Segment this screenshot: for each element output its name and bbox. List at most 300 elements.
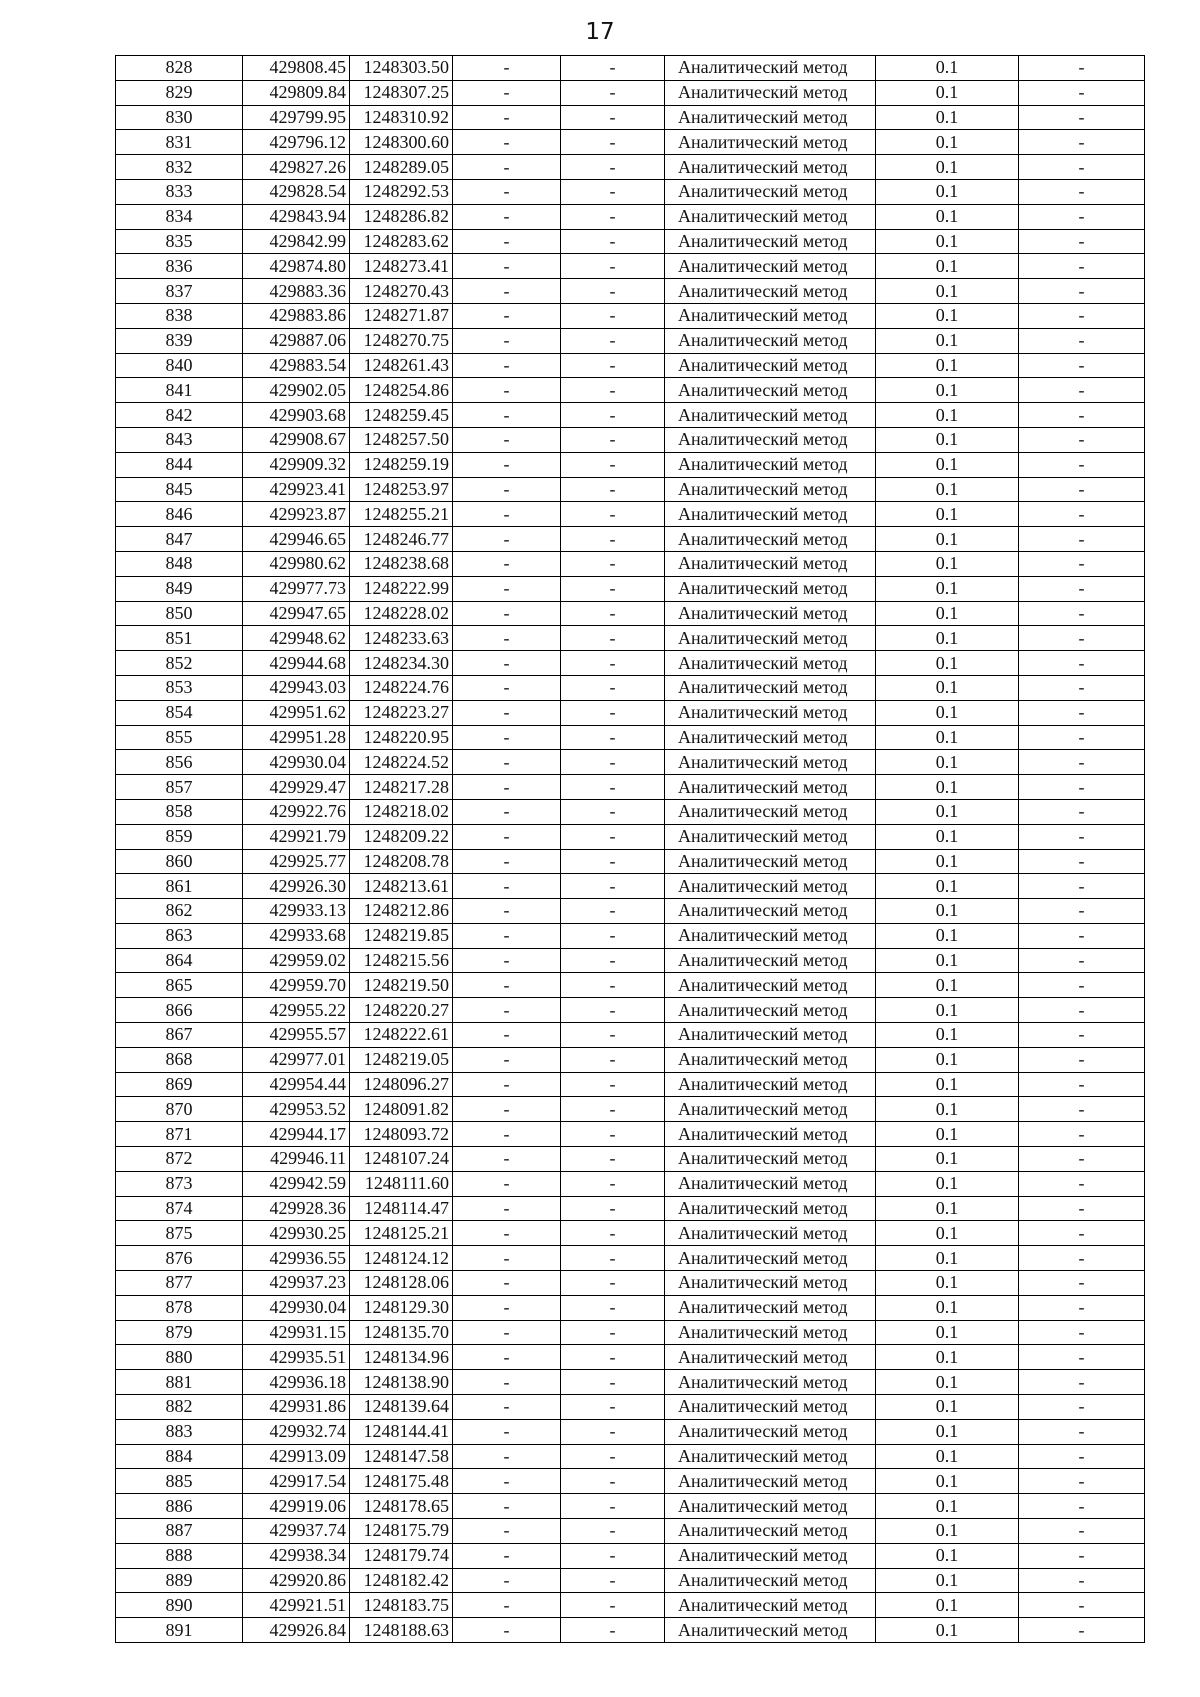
col8-cell: - [1019,998,1145,1023]
y-coordinate-cell: 1248182.42 [350,1568,453,1593]
table-row [116,551,1145,576]
accuracy-cell: 0.1 [876,1568,1019,1593]
accuracy-cell: 0.1 [876,1444,1019,1469]
y-coordinate-cell: 1248253.97 [350,477,453,502]
col4-cell: - [453,1097,561,1122]
col8-cell: - [1019,254,1145,279]
table-row [116,1593,1145,1618]
accuracy-cell: 0.1 [876,1395,1019,1420]
col5-cell: - [561,502,665,527]
col8-cell: - [1019,1023,1145,1048]
y-coordinate-cell: 1248246.77 [350,527,453,552]
col5-cell: - [561,1345,665,1370]
col8-cell: - [1019,80,1145,105]
accuracy-cell: 0.1 [876,403,1019,428]
col8-cell: - [1019,700,1145,725]
method-cell: Аналитический метод [665,1122,876,1147]
col5-cell: - [561,1295,665,1320]
method-cell: Аналитический метод [665,1345,876,1370]
table-row [116,948,1145,973]
col8-cell: - [1019,1072,1145,1097]
x-coordinate-cell: 429929.47 [243,775,350,800]
table-row [116,1519,1145,1544]
y-coordinate-cell: 1248134.96 [350,1345,453,1370]
col5-cell: - [561,1370,665,1395]
col5-cell: - [561,923,665,948]
col4-cell: - [453,551,561,576]
y-coordinate-cell: 1248270.43 [350,279,453,304]
col5-cell: - [561,1444,665,1469]
accuracy-cell: 0.1 [876,378,1019,403]
col8-cell: - [1019,601,1145,626]
y-coordinate-cell: 1248208.78 [350,849,453,874]
x-coordinate-cell: 429925.77 [243,849,350,874]
accuracy-cell: 0.1 [876,1543,1019,1568]
col5-cell: - [561,1395,665,1420]
table-row [116,80,1145,105]
col8-cell: - [1019,1171,1145,1196]
point-number-cell: 850 [116,601,243,626]
method-cell: Аналитический метод [665,155,876,180]
point-number-cell: 829 [116,80,243,105]
method-cell: Аналитический метод [665,1469,876,1494]
col8-cell: - [1019,1246,1145,1271]
accuracy-cell: 0.1 [876,1494,1019,1519]
y-coordinate-cell: 1248107.24 [350,1147,453,1172]
method-cell: Аналитический метод [665,1593,876,1618]
table-row [116,254,1145,279]
method-cell: Аналитический метод [665,824,876,849]
accuracy-cell: 0.1 [876,899,1019,924]
method-cell: Аналитический метод [665,1271,876,1296]
col8-cell: - [1019,1593,1145,1618]
x-coordinate-cell: 429944.68 [243,651,350,676]
y-coordinate-cell: 1248259.19 [350,452,453,477]
table-row [116,576,1145,601]
method-cell: Аналитический метод [665,303,876,328]
method-cell: Аналитический метод [665,1072,876,1097]
method-cell: Аналитический метод [665,1568,876,1593]
method-cell: Аналитический метод [665,675,876,700]
x-coordinate-cell: 429938.34 [243,1543,350,1568]
col4-cell: - [453,1147,561,1172]
accuracy-cell: 0.1 [876,1221,1019,1246]
table-row [116,303,1145,328]
accuracy-cell: 0.1 [876,750,1019,775]
col8-cell: - [1019,353,1145,378]
col5-cell: - [561,403,665,428]
method-cell: Аналитический метод [665,1519,876,1544]
point-number-cell: 840 [116,353,243,378]
method-cell: Аналитический метод [665,1196,876,1221]
method-cell: Аналитический метод [665,874,876,899]
col8-cell: - [1019,1519,1145,1544]
col4-cell: - [453,601,561,626]
method-cell: Аналитический метод [665,1221,876,1246]
accuracy-cell: 0.1 [876,80,1019,105]
method-cell: Аналитический метод [665,403,876,428]
col8-cell: - [1019,948,1145,973]
y-coordinate-cell: 1248219.05 [350,1047,453,1072]
table-row [116,626,1145,651]
accuracy-cell: 0.1 [876,1519,1019,1544]
point-number-cell: 853 [116,675,243,700]
point-number-cell: 856 [116,750,243,775]
table-row [116,1221,1145,1246]
method-cell: Аналитический метод [665,477,876,502]
col4-cell: - [453,1345,561,1370]
col8-cell: - [1019,1568,1145,1593]
col8-cell: - [1019,824,1145,849]
x-coordinate-cell: 429908.67 [243,427,350,452]
y-coordinate-cell: 1248220.95 [350,725,453,750]
col5-cell: - [561,824,665,849]
method-cell: Аналитический метод [665,1295,876,1320]
accuracy-cell: 0.1 [876,1072,1019,1097]
table-row [116,155,1145,180]
method-cell: Аналитический метод [665,1618,876,1643]
col5-cell: - [561,1419,665,1444]
method-cell: Аналитический метод [665,1395,876,1420]
y-coordinate-cell: 1248213.61 [350,874,453,899]
table-row [116,1568,1145,1593]
method-cell: Аналитический метод [665,279,876,304]
coordinates-table [115,55,1145,1643]
accuracy-cell: 0.1 [876,477,1019,502]
col5-cell: - [561,626,665,651]
accuracy-cell: 0.1 [876,502,1019,527]
table-row [116,750,1145,775]
accuracy-cell: 0.1 [876,105,1019,130]
col4-cell: - [453,179,561,204]
col5-cell: - [561,378,665,403]
col4-cell: - [453,1543,561,1568]
col5-cell: - [561,675,665,700]
col5-cell: - [561,353,665,378]
x-coordinate-cell: 429977.73 [243,576,350,601]
method-cell: Аналитический метод [665,799,876,824]
col5-cell: - [561,1271,665,1296]
method-cell: Аналитический метод [665,651,876,676]
col5-cell: - [561,1494,665,1519]
table-row [116,601,1145,626]
table-row [116,1196,1145,1221]
x-coordinate-cell: 429799.95 [243,105,350,130]
method-cell: Аналитический метод [665,105,876,130]
y-coordinate-cell: 1248219.50 [350,973,453,998]
table-row [116,1147,1145,1172]
col4-cell: - [453,700,561,725]
col4-cell: - [453,1568,561,1593]
table-row [116,403,1145,428]
accuracy-cell: 0.1 [876,328,1019,353]
x-coordinate-cell: 429883.86 [243,303,350,328]
point-number-cell: 858 [116,799,243,824]
col4-cell: - [453,824,561,849]
y-coordinate-cell: 1248223.27 [350,700,453,725]
col8-cell: - [1019,1419,1145,1444]
col8-cell: - [1019,1122,1145,1147]
col8-cell: - [1019,1221,1145,1246]
y-coordinate-cell: 1248091.82 [350,1097,453,1122]
accuracy-cell: 0.1 [876,874,1019,899]
table-row [116,849,1145,874]
accuracy-cell: 0.1 [876,1097,1019,1122]
col5-cell: - [561,948,665,973]
x-coordinate-cell: 429933.68 [243,923,350,948]
y-coordinate-cell: 1248257.50 [350,427,453,452]
col5-cell: - [561,427,665,452]
col8-cell: - [1019,1444,1145,1469]
point-number-cell: 865 [116,973,243,998]
x-coordinate-cell: 429827.26 [243,155,350,180]
method-cell: Аналитический метод [665,378,876,403]
method-cell: Аналитический метод [665,923,876,948]
accuracy-cell: 0.1 [876,1618,1019,1643]
col4-cell: - [453,105,561,130]
col4-cell: - [453,675,561,700]
point-number-cell: 886 [116,1494,243,1519]
accuracy-cell: 0.1 [876,675,1019,700]
col4-cell: - [453,1469,561,1494]
col4-cell: - [453,403,561,428]
accuracy-cell: 0.1 [876,204,1019,229]
col5-cell: - [561,1221,665,1246]
col4-cell: - [453,229,561,254]
y-coordinate-cell: 1248224.76 [350,675,453,700]
point-number-cell: 848 [116,551,243,576]
table-row [116,477,1145,502]
point-number-cell: 867 [116,1023,243,1048]
method-cell: Аналитический метод [665,502,876,527]
accuracy-cell: 0.1 [876,1345,1019,1370]
y-coordinate-cell: 1248292.53 [350,179,453,204]
col8-cell: - [1019,1295,1145,1320]
point-number-cell: 842 [116,403,243,428]
x-coordinate-cell: 429944.17 [243,1122,350,1147]
col5-cell: - [561,1543,665,1568]
x-coordinate-cell: 429943.03 [243,675,350,700]
x-coordinate-cell: 429948.62 [243,626,350,651]
col4-cell: - [453,527,561,552]
x-coordinate-cell: 429955.57 [243,1023,350,1048]
col5-cell: - [561,56,665,81]
point-number-cell: 875 [116,1221,243,1246]
x-coordinate-cell: 429842.99 [243,229,350,254]
col8-cell: - [1019,1196,1145,1221]
point-number-cell: 863 [116,923,243,948]
accuracy-cell: 0.1 [876,279,1019,304]
col5-cell: - [561,204,665,229]
accuracy-cell: 0.1 [876,1320,1019,1345]
method-cell: Аналитический метод [665,576,876,601]
accuracy-cell: 0.1 [876,998,1019,1023]
method-cell: Аналитический метод [665,179,876,204]
y-coordinate-cell: 1248289.05 [350,155,453,180]
y-coordinate-cell: 1248138.90 [350,1370,453,1395]
point-number-cell: 849 [116,576,243,601]
point-number-cell: 879 [116,1320,243,1345]
point-number-cell: 832 [116,155,243,180]
y-coordinate-cell: 1248224.52 [350,750,453,775]
table-row [116,1122,1145,1147]
y-coordinate-cell: 1248271.87 [350,303,453,328]
point-number-cell: 872 [116,1147,243,1172]
col5-cell: - [561,1469,665,1494]
accuracy-cell: 0.1 [876,1469,1019,1494]
col8-cell: - [1019,105,1145,130]
accuracy-cell: 0.1 [876,1295,1019,1320]
method-cell: Аналитический метод [665,427,876,452]
col8-cell: - [1019,229,1145,254]
col4-cell: - [453,750,561,775]
y-coordinate-cell: 1248135.70 [350,1320,453,1345]
accuracy-cell: 0.1 [876,130,1019,155]
col4-cell: - [453,1419,561,1444]
y-coordinate-cell: 1248300.60 [350,130,453,155]
point-number-cell: 837 [116,279,243,304]
y-coordinate-cell: 1248234.30 [350,651,453,676]
table-row [116,204,1145,229]
table-row [116,527,1145,552]
col4-cell: - [453,378,561,403]
point-number-cell: 883 [116,1419,243,1444]
method-cell: Аналитический метод [665,973,876,998]
table-row [116,973,1145,998]
table-row [116,1469,1145,1494]
col4-cell: - [453,849,561,874]
table-row [116,1395,1145,1420]
x-coordinate-cell: 429926.84 [243,1618,350,1643]
x-coordinate-cell: 429828.54 [243,179,350,204]
x-coordinate-cell: 429921.79 [243,824,350,849]
col4-cell: - [453,1221,561,1246]
y-coordinate-cell: 1248261.43 [350,353,453,378]
col8-cell: - [1019,799,1145,824]
y-coordinate-cell: 1248175.79 [350,1519,453,1544]
accuracy-cell: 0.1 [876,799,1019,824]
table-row [116,1370,1145,1395]
x-coordinate-cell: 429926.30 [243,874,350,899]
col4-cell: - [453,1370,561,1395]
col4-cell: - [453,1246,561,1271]
y-coordinate-cell: 1248147.58 [350,1444,453,1469]
y-coordinate-cell: 1248183.75 [350,1593,453,1618]
accuracy-cell: 0.1 [876,155,1019,180]
col4-cell: - [453,725,561,750]
accuracy-cell: 0.1 [876,1271,1019,1296]
col8-cell: - [1019,130,1145,155]
point-number-cell: 854 [116,700,243,725]
col4-cell: - [453,651,561,676]
method-cell: Аналитический метод [665,254,876,279]
x-coordinate-cell: 429951.28 [243,725,350,750]
accuracy-cell: 0.1 [876,700,1019,725]
y-coordinate-cell: 1248093.72 [350,1122,453,1147]
col4-cell: - [453,899,561,924]
col5-cell: - [561,527,665,552]
point-number-cell: 844 [116,452,243,477]
x-coordinate-cell: 429930.04 [243,750,350,775]
accuracy-cell: 0.1 [876,775,1019,800]
point-number-cell: 838 [116,303,243,328]
col4-cell: - [453,799,561,824]
x-coordinate-cell: 429874.80 [243,254,350,279]
col5-cell: - [561,477,665,502]
col8-cell: - [1019,403,1145,428]
x-coordinate-cell: 429883.54 [243,353,350,378]
col8-cell: - [1019,750,1145,775]
col8-cell: - [1019,725,1145,750]
y-coordinate-cell: 1248215.56 [350,948,453,973]
col4-cell: - [453,204,561,229]
col5-cell: - [561,775,665,800]
table-row [116,105,1145,130]
table-row [116,1295,1145,1320]
method-cell: Аналитический метод [665,353,876,378]
y-coordinate-cell: 1248188.63 [350,1618,453,1643]
col4-cell: - [453,973,561,998]
col8-cell: - [1019,576,1145,601]
col8-cell: - [1019,527,1145,552]
x-coordinate-cell: 429903.68 [243,403,350,428]
method-cell: Аналитический метод [665,56,876,81]
x-coordinate-cell: 429809.84 [243,80,350,105]
method-cell: Аналитический метод [665,452,876,477]
method-cell: Аналитический метод [665,899,876,924]
col4-cell: - [453,1122,561,1147]
col4-cell: - [453,1295,561,1320]
accuracy-cell: 0.1 [876,1122,1019,1147]
col8-cell: - [1019,874,1145,899]
x-coordinate-cell: 429923.41 [243,477,350,502]
accuracy-cell: 0.1 [876,1147,1019,1172]
table-row [116,1543,1145,1568]
table-row [116,353,1145,378]
table-row [116,700,1145,725]
method-cell: Аналитический метод [665,601,876,626]
accuracy-cell: 0.1 [876,1171,1019,1196]
table-row [116,1171,1145,1196]
col5-cell: - [561,130,665,155]
x-coordinate-cell: 429947.65 [243,601,350,626]
y-coordinate-cell: 1248228.02 [350,601,453,626]
point-number-cell: 836 [116,254,243,279]
point-number-cell: 843 [116,427,243,452]
y-coordinate-cell: 1248255.21 [350,502,453,527]
col4-cell: - [453,1320,561,1345]
point-number-cell: 851 [116,626,243,651]
point-number-cell: 870 [116,1097,243,1122]
col4-cell: - [453,353,561,378]
y-coordinate-cell: 1248209.22 [350,824,453,849]
accuracy-cell: 0.1 [876,1370,1019,1395]
point-number-cell: 873 [116,1171,243,1196]
x-coordinate-cell: 429946.11 [243,1147,350,1172]
y-coordinate-cell: 1248273.41 [350,254,453,279]
col5-cell: - [561,700,665,725]
col5-cell: - [561,1519,665,1544]
col5-cell: - [561,1320,665,1345]
method-cell: Аналитический метод [665,80,876,105]
col5-cell: - [561,155,665,180]
x-coordinate-cell: 429959.70 [243,973,350,998]
col4-cell: - [453,328,561,353]
point-number-cell: 866 [116,998,243,1023]
col5-cell: - [561,1047,665,1072]
point-number-cell: 869 [116,1072,243,1097]
col5-cell: - [561,229,665,254]
